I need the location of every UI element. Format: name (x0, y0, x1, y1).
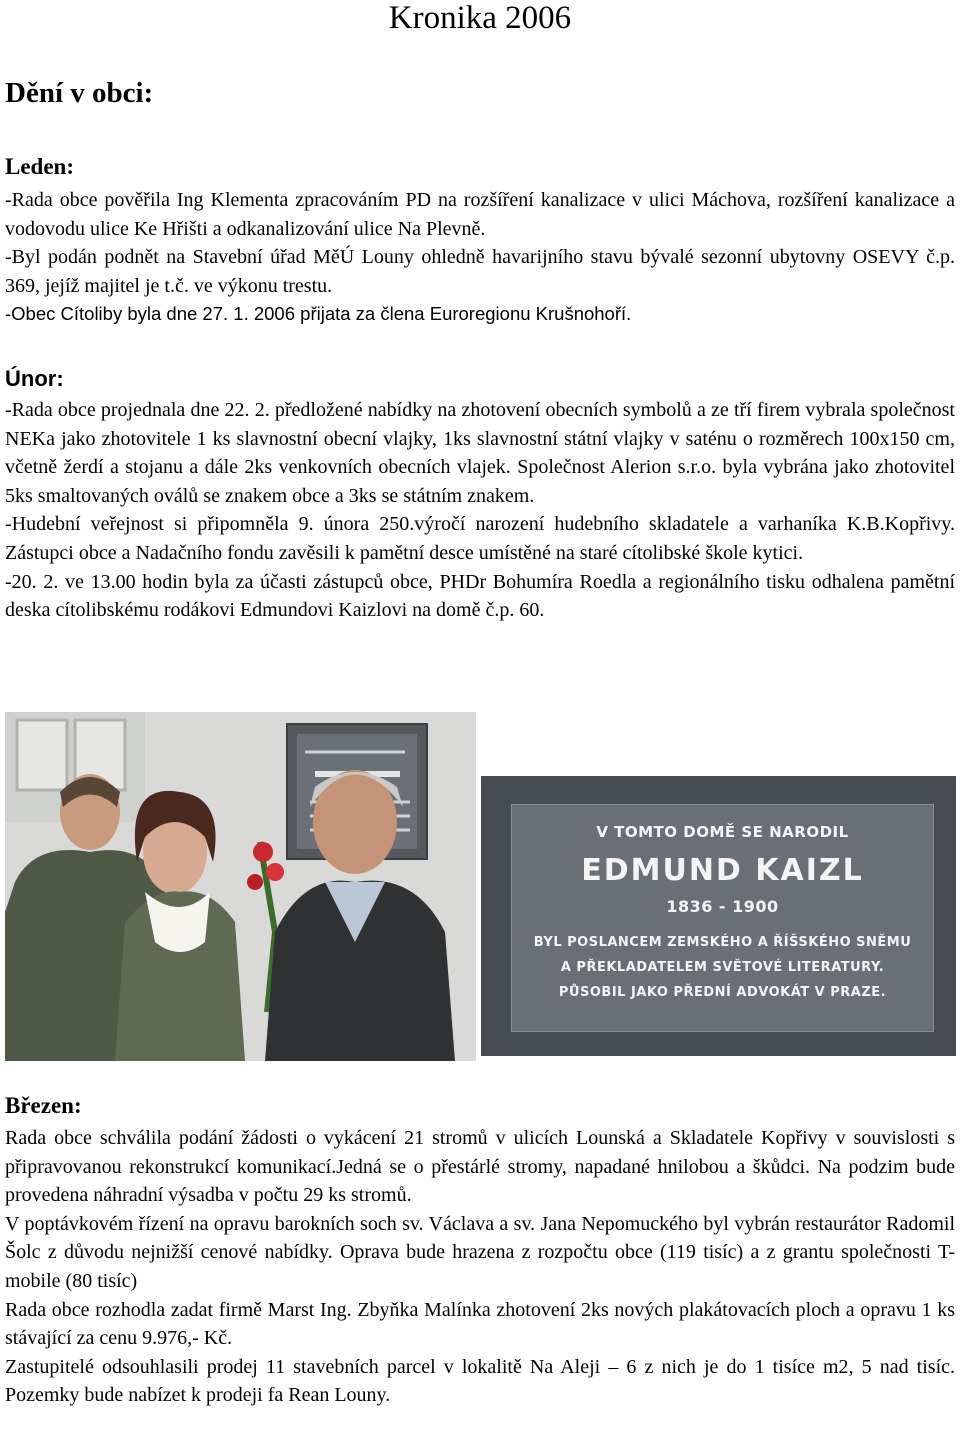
unor-item-3: -20. 2. ve 13.00 hodin byla za účasti zástupců obce, PHDr Bohumíra Roedla a regionálního tisku odhalena pamětní deska cítolibskému rodákovi Edmundovi Kaizlovi na domě č.p. 60. (5, 570, 955, 622)
page-title: Kronika 2006 (388, 0, 572, 36)
memorial-plaque-photo (481, 776, 956, 1056)
leden-item-3: -Obec Cítoliby byla dne 27. 1. 2006 přijata za člena Euroregionu Krušnohoří. (5, 303, 632, 325)
leden-text (5, 186, 955, 329)
unveiling-photo-image (5, 712, 476, 1061)
brezen-item-3: Rada obce rozhodla zadat firmě Marst Ing. Zbyňka Malínka zhotovení 2ks nových plakátovacích ploch a opravu 1 ks stávající za cenu 9.976,- Kč. (5, 1298, 955, 1350)
plaque-line-5: A PŘEKLADATELEM SVĚTOVÉ LITERATURY. (560, 960, 885, 975)
memorial-plaque (511, 804, 934, 1032)
unor-text (5, 396, 955, 625)
month-heading-unor: Únor: (5, 366, 64, 391)
section-heading: Dění v obci: (5, 77, 154, 109)
unor-item-1: -Rada obce projednala dne 22. 2. předložené nabídky na zhotovení obecních symbolů a ze tří firem vybrala společnost NEKa jako zhotovitele 1 ks slavnostní obecní vlajky, 1ks slavnostní státní vlajky v saténu o rozměrech 100x150 cm, včetně žerdí a stojanu a dále 2ks venkovních obecních vlajek. Společnost Alerion s.r.o. byla vybrána jako zhotovitel 5ks smaltovaných oválů se znakem obce a 3ks se státním znakem. (5, 399, 955, 507)
plaque-years: 1836 - 1900 (666, 897, 779, 916)
plaque-line-4: BYL POSLANCEM ZEMSKÉHO A ŘÍŠSKÉHO SNĚMU (533, 935, 912, 950)
brezen-item-1: Rada obce schválila podání žádosti o vykácení 21 stromů v ulicích Lounská a Skladatele Kopřivy v souvislosti s připravovanou rekonstrukcí komunikací.Jedná se o přestárlé stromy, napadané hnilobou a škůdci. Na podzim bude provedena náhradní výsadba v počtu 29 ks stromů. (5, 1127, 955, 1207)
brezen-text (5, 1124, 955, 1410)
plaque-line-6: PŮSOBIL JAKO PŘEDNÍ ADVOKÁT V PRAZE. (558, 985, 887, 1000)
unor-item-2: -Hudební veřejnost si připomněla 9. února 250.výročí narození hudebního skladatele a varhaníka K.B.Kopřivy. Zástupci obce a Nadačního fondu zavěsili k pamětní desce umístěné na staré cítolibské škole kytici. (5, 513, 955, 564)
leden-item-1: -Rada obce pověřila Ing Klementa zpracováním PD na rozšíření kanalizace v ulici Máchova, rozšíření kanalizace a vodovodu ulice Ke Hřišti a odkanalizování ulice Na Plevně. (5, 189, 955, 240)
plaque-name: EDMUND KAIZL (581, 853, 864, 888)
leden-item-2: -Byl podán podnět na Stavební úřad MěÚ Louny ohledně havarijního stavu bývalé sezonní ubytovny OSEVY č.p. 369, jejíž majitel je t.č. ve výkonu trestu. (5, 246, 955, 297)
plaque-line-1: V TOMTO DOMĚ SE NARODIL (596, 823, 849, 841)
unveiling-photo (5, 712, 476, 1061)
brezen-item-2: V poptávkovém řízení na opravu barokních soch sv. Václava a sv. Jana Nepomuckého byl vybrán restaurátor Radomil Šolc z důvodu nejnižší cenové nabídky. Oprava bude hrazena z rozpočtu obce (119 tisíc) a z grantu společnosti T-mobile (80 tisíc) (5, 1212, 955, 1292)
month-heading-brezen: Březen: (5, 1093, 82, 1118)
month-heading-leden: Leden: (5, 154, 74, 179)
brezen-item-4: Zastupitelé odsouhlasili prodej 11 stavebních parcel v lokalitě Na Aleji – 6 z nich je do 1 tisíce m2, 5 nad tisíc. Pozemky bude nabízet k prodeji fa Rean Louny. (5, 1355, 955, 1407)
